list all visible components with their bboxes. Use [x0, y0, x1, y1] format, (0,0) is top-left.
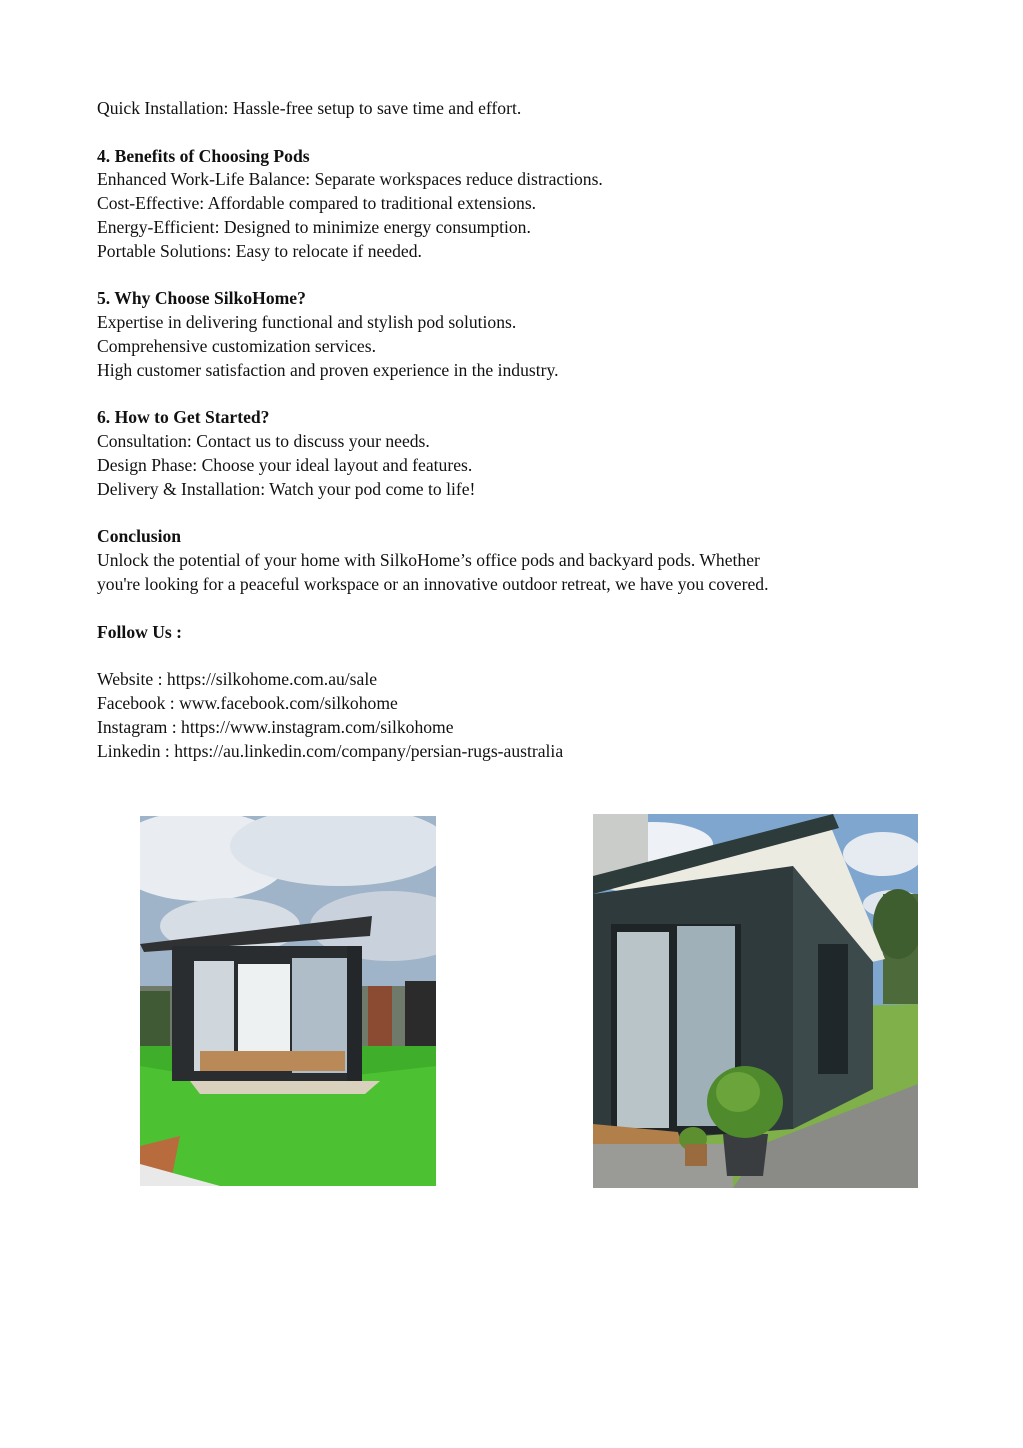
website-link[interactable]: Website : https://silkohome.com.au/sale — [97, 669, 378, 690]
conclusion-heading: Conclusion — [97, 526, 182, 547]
facebook-link[interactable]: Facebook : www.facebook.com/silkohome — [97, 692, 398, 713]
quick-installation-line: Quick Installation: Hassle-free setup to save time and effort. — [97, 98, 522, 118]
get-started-heading: 6. How to Get Started? — [97, 407, 270, 428]
benefit-item: Portable Solutions: Easy to relocate if needed. — [97, 240, 422, 261]
pod-photo-side-illustration — [593, 814, 918, 1188]
pod-photo-front-illustration — [140, 816, 436, 1186]
benefits-heading: 4. Benefits of Choosing Pods — [97, 145, 310, 166]
get-started-item: Delivery & Installation: Watch your pod come to life! — [97, 478, 476, 499]
benefit-item: Energy-Efficient: Designed to minimize energy consumption. — [97, 216, 531, 237]
why-heading: 5. Why Choose SilkoHome? — [97, 288, 306, 309]
follow-us-heading: Follow Us : — [97, 621, 183, 642]
instagram-link[interactable]: Instagram : https://www.instagram.com/silkohome — [97, 716, 454, 737]
conclusion-line: you're looking for a peaceful workspace or an innovative outdoor retreat, we have you covered. — [97, 573, 769, 594]
document-text — [97, 97, 937, 763]
linkedin-link[interactable]: Linkedin : https://au.linkedin.com/company/persian-rugs-australia — [97, 740, 564, 761]
pod-photo-side — [593, 814, 918, 1188]
benefit-item: Enhanced Work-Life Balance: Separate workspaces reduce distractions. — [97, 169, 603, 190]
why-item: Comprehensive customization services. — [97, 335, 376, 356]
conclusion-line: Unlock the potential of your home with SilkoHome’s office pods and backyard pods. Whether — [97, 550, 760, 571]
why-item: Expertise in delivering functional and stylish pod solutions. — [97, 312, 517, 333]
get-started-item: Consultation: Contact us to discuss your needs. — [97, 431, 430, 452]
pod-photo-front — [140, 816, 436, 1186]
get-started-item: Design Phase: Choose your ideal layout and features. — [97, 454, 473, 475]
benefit-item: Cost-Effective: Affordable compared to traditional extensions. — [97, 193, 537, 214]
why-item: High customer satisfaction and proven experience in the industry. — [97, 359, 559, 380]
